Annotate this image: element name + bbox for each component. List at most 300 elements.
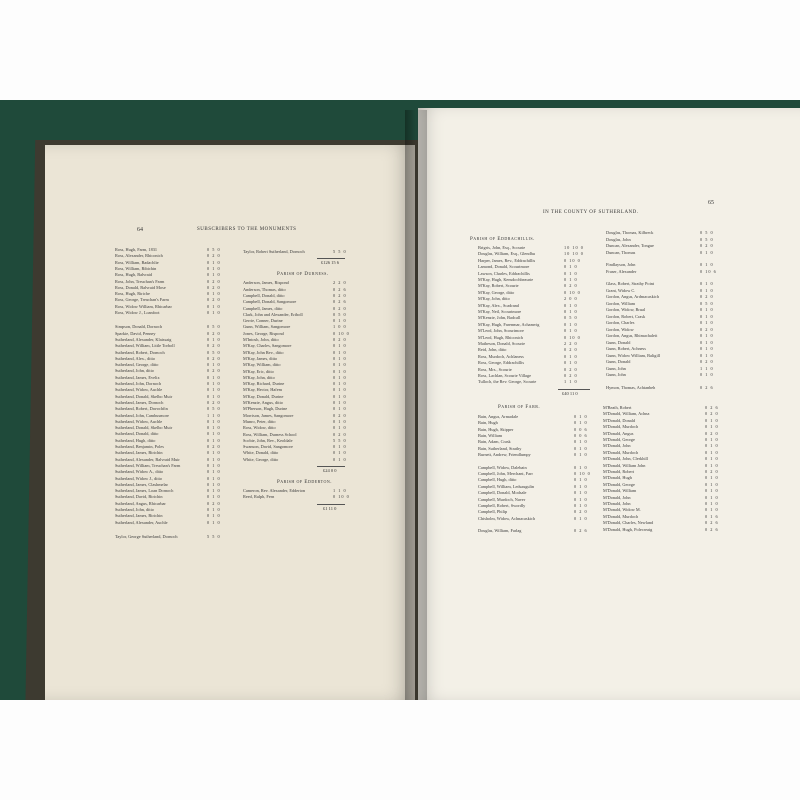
subscriber-amount: 2 2 0 <box>333 280 347 286</box>
subscriber-amount: 0 5 0 <box>700 300 714 306</box>
subscriber-entry <box>115 462 221 468</box>
parish-total: £126 15 6 <box>321 260 339 266</box>
subscriber-entry <box>115 500 221 506</box>
subscriber-amount: 0 1 0 <box>333 381 347 387</box>
subscriber-amount: 0 1 0 <box>333 343 347 349</box>
subscriber-entry <box>606 230 714 235</box>
subscriber-entry <box>115 330 221 336</box>
subscriber-entry <box>115 469 221 475</box>
subscriber-name: Jones, George, Rispond <box>243 330 284 336</box>
subscriber-name: Gordon, Widow <box>606 326 634 332</box>
subscriber-name: M'Donald, Robert <box>603 469 635 474</box>
subscriber-entry <box>603 494 719 500</box>
subscriber-name: M'Kay, Neil, Scourimore <box>478 309 522 314</box>
subscriber-name: M'Donald, Angus <box>603 430 634 436</box>
subscriber-amount: 0 10 6 <box>700 268 717 274</box>
subscriber-name: Reed, Ralph, Fern <box>243 494 275 500</box>
subscriber-name: M'Kay, Robert, Scourie <box>478 283 519 289</box>
subscriber-amount: 0 5 0 <box>207 349 221 355</box>
subscriber-entry <box>115 425 221 431</box>
subscriber-name: Gordon, Widow, Brual <box>606 307 646 312</box>
subscriber-entry <box>243 488 347 493</box>
subscriber-name: Scobie, John, Rev., Keoldale <box>243 437 293 443</box>
subscriber-name: Ross, Murdoch, Achlaness <box>478 353 524 359</box>
subscriber-amount: 0 2 0 <box>564 373 578 378</box>
subscriber-amount: 0 10 0 <box>564 334 581 340</box>
subscriber-entry <box>115 349 221 355</box>
subscriber-entry <box>606 346 714 351</box>
subscriber-name: Campbell, Philip <box>478 509 508 515</box>
subscriber-name: Duncan, Alexander, Tongue <box>606 243 654 248</box>
subscriber-amount: 0 1 0 <box>333 418 347 424</box>
subscriber-name: Campbell, Hugh, ditto <box>478 477 517 483</box>
subscriber-entry <box>243 343 347 349</box>
parish-heading: Parish of Durness. <box>277 272 329 278</box>
subscriber-entry <box>606 359 714 364</box>
subscriber-entry <box>243 393 347 399</box>
subscriber-entry <box>115 253 221 259</box>
subscriber-entry <box>478 464 588 470</box>
subscriber-name: White, George, ditto <box>243 456 279 462</box>
subscriber-amount: 0 1 0 <box>700 287 714 293</box>
subscriber-amount: 0 1 0 <box>207 291 221 297</box>
subscriber-amount: 0 2 6 <box>333 299 347 305</box>
subscriber-name: Gerrie, Conner, Durine <box>243 318 283 324</box>
subscriber-entry <box>115 284 221 290</box>
right-page <box>418 108 800 700</box>
subscriber-entry <box>478 509 588 515</box>
subscriber-amount: 1 1 0 <box>564 379 578 385</box>
subscriber-entry <box>243 362 347 368</box>
subscriber-amount: 1 0 0 <box>333 324 347 330</box>
subscriber-entry <box>603 430 719 436</box>
subscriber-entry <box>478 528 588 534</box>
subscriber-name: Clark, John and Alexander, Eriboll <box>243 311 303 317</box>
subscriber-amount: 0 2 0 <box>705 411 719 417</box>
subscriber-amount: 0 10 0 <box>564 289 581 295</box>
subscriber-entry <box>243 381 347 387</box>
subscriber-amount: 0 5 0 <box>700 236 714 242</box>
subscriber-amount: 0 2 0 <box>207 343 221 349</box>
subscriber-amount: 0 1 0 <box>207 450 221 456</box>
subscriber-name: Sutherland, John, Cambusmore <box>115 412 169 418</box>
subscriber-amount: 0 1 0 <box>333 406 347 412</box>
subscriber-name: Campbell, Donald, Sangomore <box>243 299 297 305</box>
subscriber-entry <box>243 318 347 324</box>
subscriber-amount: 5 5 0 <box>333 249 347 254</box>
subscriber-amount: 0 1 0 <box>207 519 221 525</box>
subscriber-name: M'Donald, William John <box>603 462 646 468</box>
subscriber-amount: 0 2 0 <box>207 284 221 290</box>
subscriber-name: Sutherland, George, ditto <box>115 362 159 368</box>
subscriber-amount: 0 2 0 <box>333 292 347 298</box>
subscriber-entry <box>478 439 588 445</box>
subscriber-name: Bain, William <box>478 433 503 438</box>
subscriber-name: Swanson, David, Sangomore <box>243 444 293 450</box>
subscriber-entry <box>478 245 584 250</box>
subscriber-entry <box>478 353 578 359</box>
subscriber-amount: 0 1 0 <box>700 346 714 351</box>
subscriber-entry <box>478 433 588 438</box>
subscriber-name: Gordon, William <box>606 300 636 306</box>
subscriber-amount: 0 1 0 <box>574 515 588 521</box>
subscriber-entry <box>478 328 578 334</box>
total-rule <box>317 466 345 467</box>
subscriber-amount: 0 2 0 <box>207 399 221 405</box>
subscriber-name: M'Donald, William <box>603 488 637 494</box>
subscriber-amount: 10 10 0 <box>564 245 584 250</box>
subscriber-amount: 0 2 6 <box>700 384 714 390</box>
subscriber-amount: 0 2 0 <box>564 283 578 289</box>
subscriber-name: M'Kay, Hector, Hafem <box>243 387 282 393</box>
subscriber-entry <box>478 379 578 385</box>
subscriber-entry <box>606 333 714 338</box>
subscriber-entry <box>603 475 719 481</box>
subscriber-amount: 0 1 0 <box>207 374 221 380</box>
total-rule <box>317 258 345 259</box>
subscriber-name: Gunn, William, Sangomore <box>243 324 291 330</box>
subscriber-amount: 0 2 6 <box>705 526 719 532</box>
subscriber-amount: 0 2 0 <box>207 444 221 449</box>
subscriber-amount: 0 5 0 <box>207 406 221 412</box>
subscriber-amount: 0 1 0 <box>207 437 221 443</box>
subscriber-name: M'Donald, John, Clerkhill <box>603 456 648 462</box>
subscriber-amount: 0 1 0 <box>333 374 347 380</box>
subscriber-name: M'Kay, Richard, Durine <box>243 381 285 387</box>
subscriber-entry <box>603 520 719 526</box>
subscriber-entry <box>243 280 347 286</box>
subscriber-amount: 0 1 0 <box>333 368 347 374</box>
subscriber-name: M'Leod, John, Scourimore <box>478 328 524 334</box>
subscriber-amount: 0 5 0 <box>564 315 578 321</box>
subscriber-name: Sutherland, David, Birichin <box>115 494 163 500</box>
subscriber-amount: 0 1 0 <box>705 475 719 481</box>
page-number: 65 <box>708 200 714 206</box>
subscriber-amount: 0 1 0 <box>705 481 719 487</box>
subscriber-entry <box>478 366 578 372</box>
subscriber-name: Morrison, James, Sangomore <box>243 412 294 418</box>
subscriber-name: Sutherland, Widow, Auchle <box>115 387 163 393</box>
subscriber-name: Taylor, Robert Sutherland, Dornoch <box>243 249 305 254</box>
subscriber-name: M'Donald, Widow M. <box>603 507 641 513</box>
subscriber-amount: 0 1 0 <box>207 488 221 494</box>
subscriber-name: Bain, Adam, Crask <box>478 439 511 445</box>
subscriber-entry <box>478 420 588 426</box>
subscriber-entry <box>115 475 221 481</box>
subscriber-amount: 0 5 0 <box>700 230 714 235</box>
subscriber-name: Sutherland, Widow A., ditto <box>115 469 164 475</box>
subscriber-amount: 0 1 0 <box>333 450 347 456</box>
subscriber-entry <box>606 339 714 345</box>
subscriber-name: M'Kay, James, ditto <box>243 355 278 361</box>
subscriber-amount: 0 1 0 <box>700 372 714 377</box>
subscriber-name: Gunn, John <box>606 365 626 371</box>
subscriber-amount: 0 2 0 <box>705 430 719 436</box>
subscriber-amount: 0 1 0 <box>207 272 221 278</box>
subscriber-name: Burnett, Andrew, Friendlumpy <box>478 452 531 458</box>
subscriber-name: M'Kay, John, ditto <box>478 296 510 302</box>
subscriber-name: Duncan, Thomas <box>606 249 636 255</box>
subscriber-name: Brigris, John, Esq., Scourie <box>478 245 526 250</box>
subscriber-entry <box>606 365 714 371</box>
subscriber-amount: 0 2 0 <box>700 294 714 299</box>
subscriber-name: Ross, Widow William, Rhicarbar <box>115 303 172 309</box>
subscriber-amount: 0 1 6 <box>705 513 719 519</box>
subscriber-entry <box>115 456 221 462</box>
subscriber-name: M'Kay, George, ditto <box>478 289 515 295</box>
subscriber-entry <box>478 477 588 483</box>
parish-total: £24 0 0 <box>323 468 337 473</box>
subscriber-name: Sutherland, Widow, Auchle <box>115 418 163 424</box>
subscriber-name: Gunn, Robert, Achness <box>606 346 646 351</box>
subscriber-amount: 0 2 0 <box>574 509 588 515</box>
subscriber-entry <box>243 324 347 330</box>
subscriber-amount: 0 1 0 <box>564 277 578 282</box>
subscriber-entry <box>603 501 719 506</box>
subscriber-amount: 0 1 0 <box>207 418 221 424</box>
subscriber-name: Glass, Robert, Strathy Point <box>606 281 655 286</box>
subscriber-amount: 0 2 0 <box>333 305 347 311</box>
subscriber-name: Sutherland, Robert, Davochfin <box>115 406 168 412</box>
subscriber-amount: 0 2 0 <box>705 469 719 474</box>
subscriber-amount: 0 1 0 <box>564 309 578 314</box>
subscriber-entry <box>606 287 714 293</box>
subscriber-amount: 0 1 0 <box>564 353 578 359</box>
subscriber-amount: 0 1 0 <box>705 501 719 506</box>
subscriber-entry <box>478 426 588 432</box>
subscriber-name: M'Kay, Hugh, Farenmar, Achamvig <box>478 321 540 327</box>
subscriber-entry <box>606 372 714 377</box>
subscriber-amount: 0 10 0 <box>333 494 350 500</box>
subscriber-amount: 0 1 0 <box>207 393 221 399</box>
subscriber-entry <box>115 519 221 525</box>
subscriber-name: Cameron, Rev. Alexander, Edderton <box>243 488 306 493</box>
subscriber-amount: 0 1 0 <box>564 264 578 270</box>
subscriber-name: M'Kay, John, ditto <box>243 374 275 380</box>
subscriber-name: Ross, Donald, Balvraid Mose <box>115 284 166 290</box>
subscriber-name: M'Donald, William, Achna <box>603 411 650 417</box>
subscriber-entry <box>115 368 221 374</box>
subscriber-amount: 0 1 0 <box>574 464 588 470</box>
subscriber-name: M'Kay, William, ditto <box>243 362 281 368</box>
subscriber-name: Sutherland, James, Birichin <box>115 450 163 456</box>
subscriber-amount: 0 1 0 <box>333 400 347 405</box>
subscriber-name: M'Donald, George <box>603 481 635 487</box>
subscriber-amount: 0 1 0 <box>705 507 719 513</box>
subscriber-entry <box>478 452 588 458</box>
subscriber-name: Sutherland, Widow J., ditto <box>115 475 163 481</box>
subscriber-name: Douglas, Thomas, Kilbreck <box>606 230 654 235</box>
subscriber-entry <box>478 270 578 276</box>
subscriber-name: Anderson, James, Rispond <box>243 280 289 286</box>
subscriber-entry <box>243 437 347 443</box>
subscriber-entry <box>115 399 221 405</box>
subscriber-entry <box>115 387 221 393</box>
subscriber-name: Sutherland, Alex., ditto <box>115 355 155 361</box>
subscriber-entry <box>243 387 347 393</box>
subscriber-name: Sutherland, William, Little Torboll <box>115 343 175 349</box>
subscriber-entry <box>115 481 221 487</box>
subscriber-amount: 0 1 0 <box>207 431 221 437</box>
subscriber-amount: 0 1 0 <box>700 333 714 338</box>
subscriber-entry <box>603 449 719 455</box>
subscriber-name: M'Donald, John <box>603 443 631 449</box>
subscriber-name: Fraser, Alexander <box>606 268 637 274</box>
subscriber-name: Campbell, James, ditto <box>243 305 283 311</box>
subscriber-amount: 0 2 6 <box>333 286 347 292</box>
subscriber-name: M'Kay, Hugh, Kensdochbeaurie <box>478 277 534 282</box>
subscriber-name: M'Pherson, Hugh, Durine <box>243 406 288 412</box>
subscriber-amount: 0 1 0 <box>574 496 588 502</box>
subscriber-entry <box>603 424 719 430</box>
subscriber-entry <box>603 443 719 449</box>
subscriber-entry <box>603 513 719 519</box>
subscriber-amount: 0 2 6 <box>574 528 588 534</box>
subscriber-entry <box>115 374 221 380</box>
subscriber-amount: 0 1 0 <box>333 444 347 450</box>
subscriber-entry <box>478 277 578 282</box>
subscriber-entry <box>603 411 719 417</box>
subscriber-entry <box>243 286 347 292</box>
subscriber-name: Sutherland, Donald, Skelbo Muir <box>115 425 173 431</box>
subscriber-entry <box>243 349 347 355</box>
subscriber-entry <box>243 355 347 361</box>
subscriber-amount: 0 1 0 <box>705 494 719 500</box>
subscriber-amount: 0 1 0 <box>333 355 347 361</box>
subscriber-entry <box>478 515 588 521</box>
subscriber-amount: 0 2 0 <box>700 359 714 364</box>
subscriber-amount: 0 1 0 <box>207 310 221 315</box>
subscriber-name: M'Kay, Charles, Sangomore <box>243 343 292 349</box>
subscriber-amount: 0 1 0 <box>700 249 714 255</box>
subscriber-name: M'Beath, Robert <box>603 405 632 410</box>
subscriber-entry <box>603 437 719 442</box>
subscriber-entry <box>603 488 719 494</box>
subscriber-name: Sutherland, Benjamin, Poles <box>115 444 164 449</box>
subscriber-name: Munro, Peter, ditto <box>243 418 276 424</box>
subscriber-name: Chisholm, Widow, Achnacaskich <box>478 515 535 521</box>
subscriber-entry <box>478 309 578 314</box>
subscriber-name: M'Donald, Charles, Newland <box>603 520 654 526</box>
subscriber-name: Sutherland, James, Loan Dornoch <box>115 488 174 494</box>
subscriber-name: Gordon, Angus, Ardmacaskich <box>606 294 659 299</box>
subscriber-amount: 0 1 0 <box>207 381 221 386</box>
subscriber-amount: 0 1 0 <box>700 281 714 286</box>
subscriber-entry <box>478 251 584 257</box>
subscriber-amount: 0 1 0 <box>705 443 719 449</box>
subscriber-amount: 0 1 0 <box>705 456 719 462</box>
subscriber-amount: 0 1 0 <box>705 488 719 494</box>
subscriber-amount: 0 1 0 <box>207 481 221 487</box>
subscriber-amount: 0 1 0 <box>333 456 347 462</box>
subscriber-amount: 0 1 0 <box>207 494 221 500</box>
subscriber-amount: 0 1 0 <box>207 362 221 368</box>
subscriber-amount: 0 1 0 <box>207 387 221 393</box>
subscriber-amount: 0 1 0 <box>564 328 578 334</box>
subscriber-entry <box>115 412 221 418</box>
subscriber-amount: 0 2 0 <box>333 431 347 437</box>
subscriber-amount: 0 2 0 <box>333 337 347 342</box>
subscriber-entry <box>243 431 347 437</box>
subscriber-amount: 0 1 0 <box>207 507 221 512</box>
subscriber-entry <box>115 533 221 539</box>
subscriber-entry <box>243 337 347 342</box>
subscriber-entry <box>115 444 221 449</box>
subscriber-entry <box>478 347 578 353</box>
subscriber-entry <box>606 300 714 306</box>
subscriber-entry <box>115 418 221 424</box>
subscriber-amount: 0 1 0 <box>207 475 221 481</box>
subscriber-entry <box>478 334 581 340</box>
subscriber-amount: 0 1 0 <box>333 349 347 355</box>
subscriber-amount: 0 1 0 <box>207 336 221 342</box>
subscriber-name: M'Donald, Murdoch <box>603 513 639 519</box>
subscriber-amount: 0 1 0 <box>333 362 347 368</box>
subscriber-name: M'Donald, John <box>603 494 631 500</box>
subscriber-amount: 0 1 0 <box>574 439 588 445</box>
subscriber-entry <box>115 406 221 412</box>
subscriber-amount: 0 2 0 <box>207 330 221 336</box>
subscriber-name: Gordon, Charles <box>606 320 635 325</box>
subscriber-amount: 0 2 6 <box>705 405 719 410</box>
subscriber-name: Sutherland, Alexander, Auchle <box>115 519 168 525</box>
subscriber-amount: 0 1 0 <box>574 503 588 508</box>
subscriber-amount: 0 1 0 <box>705 449 719 455</box>
left-page <box>45 145 415 700</box>
subscriber-entry <box>478 296 578 302</box>
subscriber-name: Sutherland, James, Evelix <box>115 374 160 380</box>
subscriber-name: Sutherland, Donald, Skelbo Muir <box>115 393 173 399</box>
subscriber-entry <box>478 413 588 419</box>
subscriber-entry <box>478 503 588 508</box>
subscriber-entry <box>478 264 578 270</box>
subscriber-entry <box>115 393 221 399</box>
subscriber-amount: 0 1 0 <box>574 490 588 496</box>
subscriber-entry <box>603 526 719 532</box>
subscriber-amount: 0 1 0 <box>700 307 714 312</box>
subscriber-entry <box>478 289 581 295</box>
subscriber-name: Gordon, Angus, Rhimachaleit <box>606 333 658 338</box>
subscriber-name: Ross, Widow J., Loanfoot <box>115 310 160 315</box>
subscriber-name: Harper, James, Rev., Eddrachillis <box>478 257 536 263</box>
subscriber-name: Ross, George, Eddrachillis <box>478 360 524 366</box>
subscriber-amount: 0 1 0 <box>700 320 714 325</box>
subscriber-amount: 0 2 0 <box>207 355 221 361</box>
subscriber-entry <box>478 490 588 496</box>
subscriber-name: Gordon, Robert, Crask <box>606 313 646 319</box>
subscriber-name: Matheson, Donald, Scourie <box>478 341 526 346</box>
subscriber-name: Sutherland, William, Treuchan's Farm <box>115 462 181 468</box>
subscriber-amount: 0 1 0 <box>207 462 221 468</box>
subscriber-name: Bain, Hugh, Skipper <box>478 426 514 432</box>
subscriber-amount: 1 1 0 <box>333 488 347 493</box>
subscriber-entry <box>243 305 347 311</box>
subscriber-amount: 0 1 0 <box>705 417 719 423</box>
subscriber-amount: 0 1 0 <box>574 420 588 426</box>
subscriber-amount: 0 1 0 <box>700 339 714 345</box>
subscriber-amount: 0 1 0 <box>333 425 347 431</box>
subscriber-name: Douglas, John <box>606 236 631 242</box>
subscriber-name: Taylor, George Sutherland, Dornoch <box>115 533 178 539</box>
subscriber-amount: 0 0 6 <box>574 433 588 438</box>
subscriber-name: Campbell, John, Merchant, Farr <box>478 471 533 476</box>
subscriber-name: M'Donald, Hugh <box>603 475 632 481</box>
parish-total: £1 11 0 <box>323 505 337 511</box>
subscriber-entry <box>243 406 347 412</box>
subscriber-name: Grant, Widow C. <box>606 287 636 293</box>
subscriber-amount: 2 2 0 <box>564 341 578 346</box>
subscriber-name: Ross, Hugh, Balvraid <box>115 272 152 278</box>
